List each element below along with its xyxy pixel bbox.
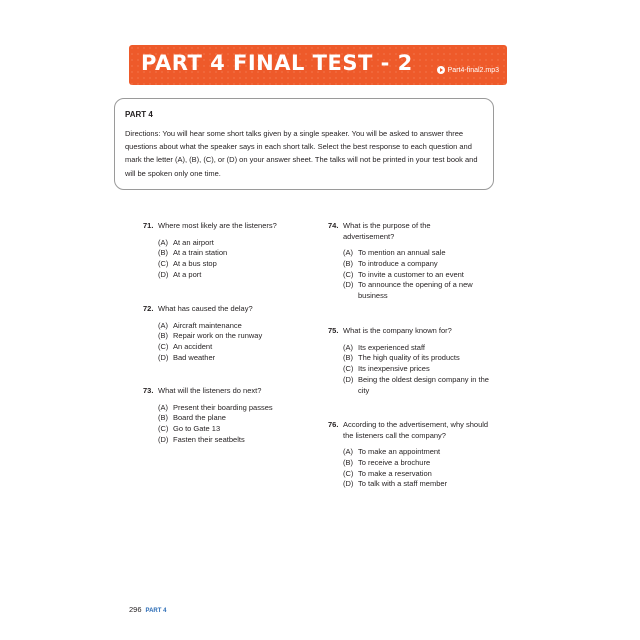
option-text: Its experienced staff <box>358 342 425 352</box>
option-letter: (B) <box>158 413 168 423</box>
question-75 <box>328 326 498 396</box>
option-letter: (C) <box>158 424 169 434</box>
question-text: What is the purpose of the advertisement? <box>343 221 431 241</box>
option-letter: (C) <box>343 269 354 279</box>
answer-options <box>158 321 303 364</box>
option-d[interactable] <box>343 280 498 302</box>
audio-track[interactable] <box>437 66 499 74</box>
option-d[interactable] <box>343 479 498 490</box>
answer-options <box>343 447 498 490</box>
option-c[interactable] <box>343 364 498 375</box>
option-letter: (A) <box>158 402 168 412</box>
option-text: Repair work on the runway <box>173 331 263 341</box>
question-74 <box>328 221 498 302</box>
option-letter: (A) <box>343 447 353 456</box>
play-circle-icon[interactable] <box>437 66 445 74</box>
option-text: Board the plane <box>173 413 226 423</box>
option-letter: (D) <box>158 352 169 362</box>
option-text: To announce the opening of a new business <box>358 280 473 301</box>
audio-file-name: Part4-final2.mp3 <box>447 66 499 74</box>
option-letter: (C) <box>343 364 354 374</box>
option-d[interactable] <box>158 353 303 364</box>
page-number: 296 <box>129 605 142 614</box>
option-c[interactable] <box>343 270 498 281</box>
option-letter: (A) <box>158 237 168 247</box>
option-c[interactable] <box>158 342 303 353</box>
option-c[interactable] <box>158 259 303 270</box>
option-d[interactable] <box>343 375 498 397</box>
option-a[interactable] <box>343 343 498 354</box>
answer-options <box>158 238 303 281</box>
option-d[interactable] <box>158 435 303 446</box>
question-text: Where most likely are the listeners? <box>158 221 277 230</box>
option-letter: (B) <box>343 457 353 467</box>
answer-options <box>343 248 498 302</box>
question-number: 73. <box>143 386 154 395</box>
option-letter: (D) <box>158 434 169 444</box>
option-letter: (B) <box>158 331 168 341</box>
question-76 <box>328 420 498 490</box>
question-text: According to the advertisement, why should the listeners call the company? <box>343 420 489 440</box>
question-number: 76. <box>328 420 339 429</box>
option-letter: (A) <box>158 320 168 330</box>
question-text: What will the listeners do next? <box>158 386 262 395</box>
option-b[interactable] <box>158 413 303 424</box>
option-text: To introduce a company <box>358 258 438 268</box>
option-a[interactable] <box>343 447 498 458</box>
title-banner <box>129 45 507 85</box>
part-label: PART 4 <box>145 608 167 614</box>
option-b[interactable] <box>158 331 303 342</box>
option-text: An accident <box>173 342 213 352</box>
directions-text: Directions: You will hear some short talks given by a single speaker. You will be asked to answer three questions about what the speaker says in each short talk. Select the best response to each question and mark the letter (A), (B), (C), or (D) on your answer sheet. The talks will not be printed in your test book and will be spoken only one time. <box>125 129 478 178</box>
option-text: At an airport <box>173 237 214 247</box>
option-c[interactable] <box>343 469 498 480</box>
option-a[interactable] <box>343 248 498 259</box>
answer-options <box>158 403 303 446</box>
page-title: PART 4 FINAL TEST - 2 <box>141 51 413 75</box>
option-letter: (D) <box>343 280 354 290</box>
option-text: Its inexpensive prices <box>358 364 430 374</box>
option-text: At a bus stop <box>173 259 217 269</box>
option-letter: (B) <box>158 248 168 258</box>
option-letter: (C) <box>343 468 354 478</box>
option-text: To mention an annual sale <box>358 248 446 257</box>
option-b[interactable] <box>343 458 498 469</box>
option-a[interactable] <box>158 403 303 414</box>
question-71 <box>143 221 303 281</box>
answer-options <box>343 343 498 397</box>
option-text: Go to Gate 13 <box>173 424 221 434</box>
option-b[interactable] <box>343 259 498 270</box>
option-letter: (A) <box>343 342 353 352</box>
question-number: 74. <box>328 221 339 230</box>
page-footer <box>129 605 166 614</box>
option-text: To receive a brochure <box>358 457 431 467</box>
option-text: Fasten their seatbelts <box>173 434 245 444</box>
question-text: What has caused the delay? <box>158 304 253 313</box>
question-73 <box>143 386 303 446</box>
option-text: Present their boarding passes <box>173 402 273 412</box>
option-text: To invite a customer to an event <box>358 269 464 279</box>
option-letter: (C) <box>158 342 169 352</box>
question-number: 71. <box>143 221 154 230</box>
option-b[interactable] <box>343 353 498 364</box>
option-letter: (D) <box>343 479 354 489</box>
option-text: The high quality of its products <box>358 353 460 363</box>
option-letter: (D) <box>158 269 169 279</box>
question-number: 75. <box>328 326 339 335</box>
option-a[interactable] <box>158 321 303 332</box>
option-letter: (C) <box>158 259 169 269</box>
option-b[interactable] <box>158 248 303 259</box>
option-c[interactable] <box>158 424 303 435</box>
option-letter: (B) <box>343 353 353 363</box>
question-text: What is the company known for? <box>343 326 452 335</box>
option-text: Bad weather <box>173 352 216 362</box>
option-a[interactable] <box>158 238 303 249</box>
option-text: Being the oldest design company in the city <box>358 374 489 395</box>
option-text: Aircraft maintenance <box>173 320 242 330</box>
question-number: 72. <box>143 304 154 313</box>
option-letter: (B) <box>343 258 353 268</box>
directions-box <box>114 98 494 190</box>
option-d[interactable] <box>158 270 303 281</box>
option-letter: (D) <box>343 374 354 384</box>
option-text: To talk with a staff member <box>358 479 448 489</box>
option-text: To make an appointment <box>358 447 441 456</box>
question-72 <box>143 304 303 364</box>
option-letter: (A) <box>343 248 353 257</box>
option-text: At a port <box>173 269 202 279</box>
directions-heading: PART 4 <box>125 110 153 119</box>
option-text: To make a reservation <box>358 468 432 478</box>
option-text: At a train station <box>173 248 228 258</box>
